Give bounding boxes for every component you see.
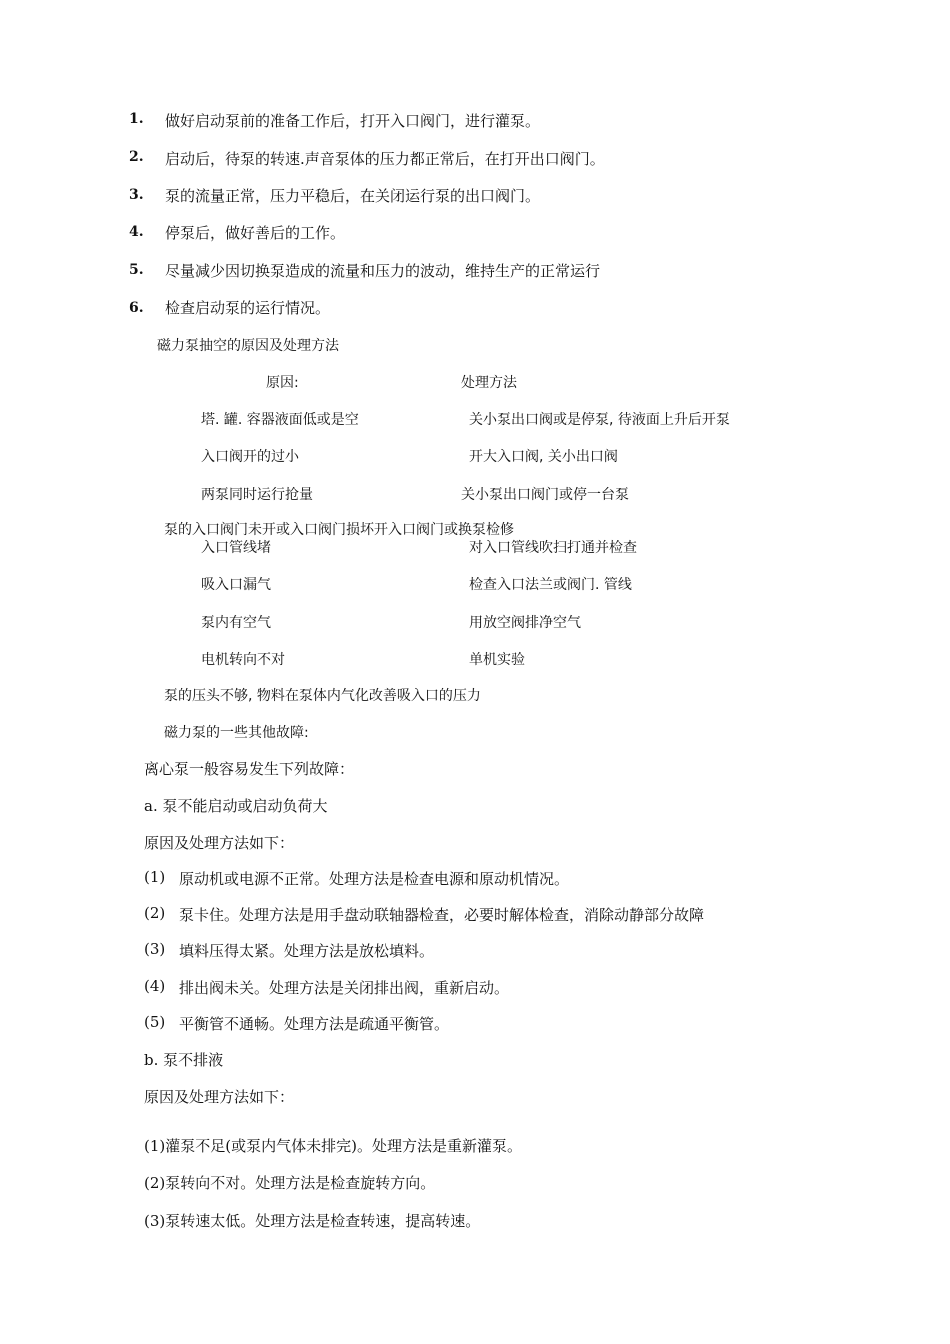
- fix-cell: 单机实验: [469, 652, 525, 668]
- fault-b-title: b. 泵不排液: [144, 1051, 224, 1069]
- item-index: (4): [144, 977, 166, 995]
- cause-cell: 两泵同时运行抢量: [201, 487, 313, 503]
- item-text: (3)泵转速太低。处理方法是检查转速，提高转速。: [144, 1212, 481, 1230]
- item-text: 泵卡住。处理方法是用手盘动联轴器检查，必要时解体检查，消除动静部分故障: [179, 906, 705, 924]
- item-text: 原动机或电源不正常。处理方法是检查电源和原动机情况。: [179, 870, 570, 888]
- item-text: 填料压得太紧。处理方法是放松填料。: [179, 942, 435, 960]
- step-text: 停泵后，做好善后的工作。: [165, 224, 346, 242]
- fix-cell: 开大入口阀, 关小出口阀: [469, 449, 618, 465]
- step-number: 2.: [129, 149, 144, 165]
- fault-a-title: a. 泵不能启动或启动负荷大: [144, 797, 328, 815]
- fault-a-subtitle: 原因及处理方法如下：: [144, 834, 295, 852]
- section-title: 磁力泵抽空的原因及处理方法: [157, 338, 339, 354]
- intro-text: 离心泵一般容易发生下列故障：: [144, 760, 355, 778]
- step-text: 启动后，待泵的转速.声音泵体的压力都正常后，在打开出口阀门。: [165, 150, 605, 168]
- combined-row: 泵的入口阀门未开或入口阀门损坏开入口阀门或换泵检修: [164, 522, 514, 538]
- step-number: 5.: [129, 262, 144, 278]
- fix-cell: 用放空阀排净空气: [469, 615, 581, 631]
- cause-cell: 电机转向不对: [201, 652, 285, 668]
- item-text: (2)泵转向不对。处理方法是检查旋转方向。: [144, 1174, 436, 1192]
- cause-cell: 塔. 罐. 容器液面低或是空: [201, 412, 359, 428]
- item-index: (5): [144, 1013, 166, 1031]
- header-fix: 处理方法: [461, 375, 517, 391]
- cause-cell: 泵内有空气: [201, 615, 271, 631]
- step-text: 检查启动泵的运行情况。: [165, 299, 331, 317]
- item-text: 排出阀未关。处理方法是关闭排出阀，重新启动。: [179, 979, 510, 997]
- cause-cell: 吸入口漏气: [201, 577, 271, 593]
- cause-cell: 入口阀开的过小: [201, 449, 299, 465]
- other-faults-title: 磁力泵的一些其他故障:: [164, 725, 309, 741]
- step-number: 6.: [129, 300, 144, 316]
- fault-b-subtitle: 原因及处理方法如下：: [144, 1088, 295, 1106]
- item-text: 平衡管不通畅。处理方法是疏通平衡管。: [179, 1015, 450, 1033]
- fix-cell: 关小泵出口阀或是停泵, 待液面上升后开泵: [469, 412, 730, 428]
- step-text: 做好启动泵前的准备工作后，打开入口阀门，进行灌泵。: [165, 112, 541, 130]
- step-number: 3.: [129, 187, 144, 203]
- fix-cell: 对入口管线吹扫打通并检查: [469, 540, 637, 556]
- fix-cell: 关小泵出口阀门或停一台泵: [461, 487, 629, 503]
- item-index: (3): [144, 940, 166, 958]
- combined-row: 泵的压头不够, 物料在泵体内气化改善吸入口的压力: [164, 688, 481, 704]
- item-index: (2): [144, 904, 166, 922]
- step-text: 泵的流量正常，压力平稳后，在关闭运行泵的出口阀门。: [165, 187, 541, 205]
- item-index: (1): [144, 868, 166, 886]
- fix-cell: 检查入口法兰或阀门. 管线: [469, 577, 632, 593]
- item-text: (1)灌泵不足(或泵内气体未排完)。处理方法是重新灌泵。: [144, 1137, 522, 1155]
- header-cause: 原因:: [266, 375, 299, 391]
- step-number: 4.: [129, 224, 144, 240]
- step-text: 尽量减少因切换泵造成的流量和压力的波动，维持生产的正常运行: [165, 262, 601, 280]
- cause-cell: 入口管线堵: [201, 540, 271, 556]
- step-number: 1.: [129, 111, 144, 127]
